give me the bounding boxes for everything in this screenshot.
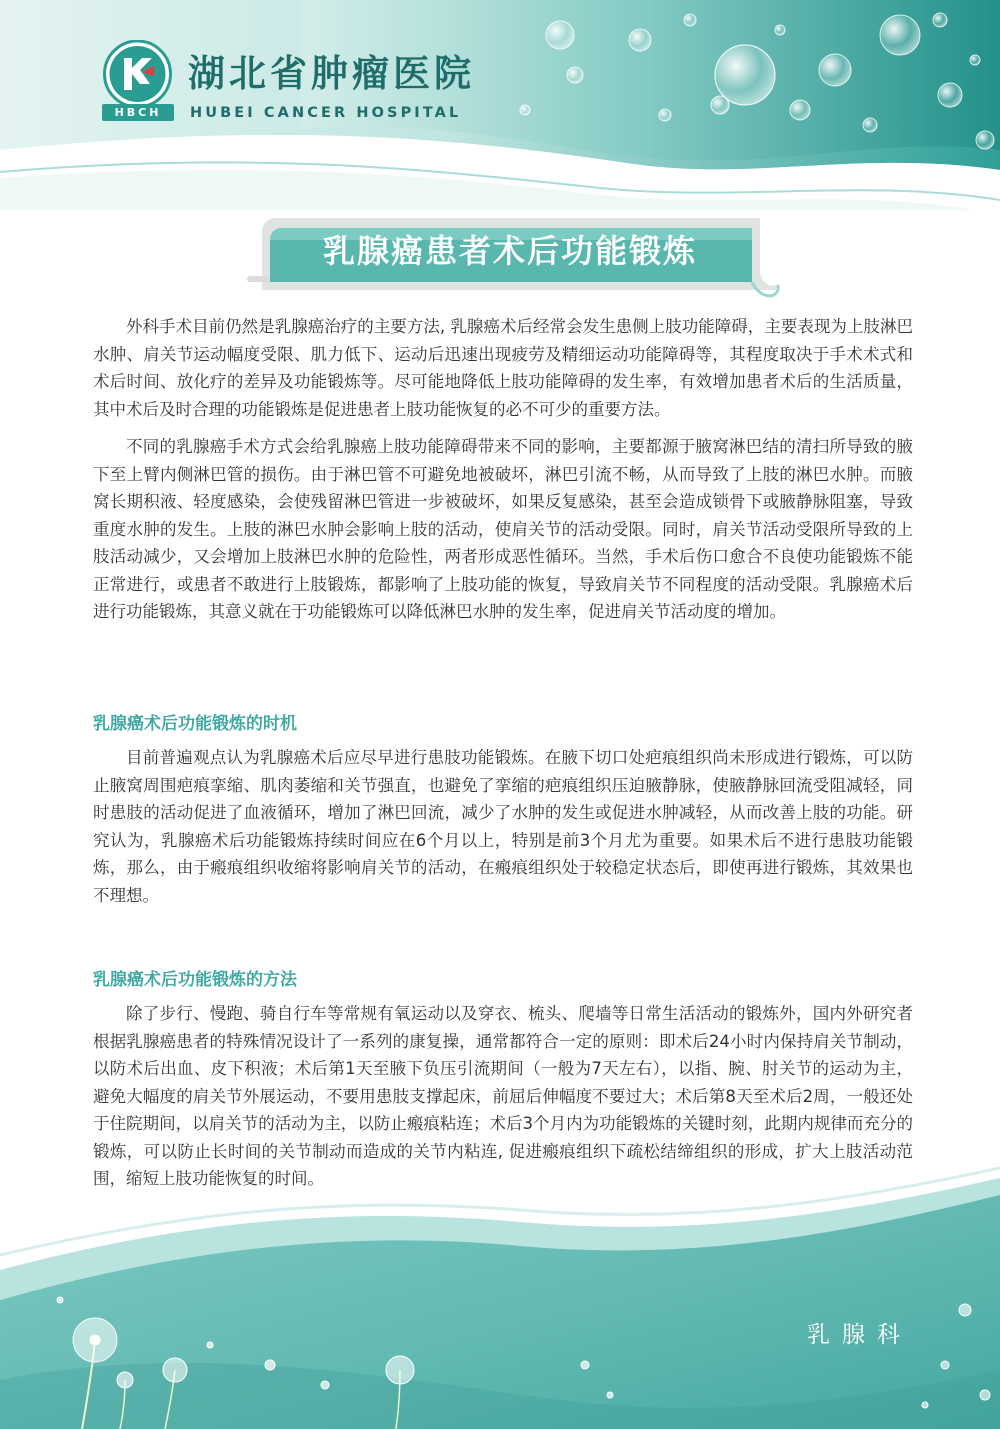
department-label: 乳腺科 [807, 1322, 912, 1348]
hospital-name-cn: 湖北省肿瘤医院 [188, 52, 475, 95]
section-heading-method: 乳腺癌术后功能锻炼的方法 [93, 970, 297, 990]
section-body-method [93, 1000, 913, 1203]
page-title: 乳腺癌患者术后功能锻炼 [322, 232, 697, 270]
intro-paragraph-1: 外科手术目前仍然是乳腺癌治疗的主要方法, 乳腺癌术后经常会发生患侧上肢功能障碍，主要表现为上肢淋巴水肿、肩关节运动幅度受限、肌力低下、运动后迅速出现疲劳及精细运动功能障碍等，其程度取决于手术术式和术后时间、放化疗的差异及功能锻炼等。尽可能地降低上肢功能障碍的发生率，有效增加患者术后的生活质量，其中术后及时合理的功能锻炼是促进患者上肢功能恢复的必不可少的重要方法。 [93, 317, 913, 419]
intro-section [93, 313, 913, 636]
section-paragraph-timing: 目前普遍观点认为乳腺癌术后应尽早进行患肢功能锻炼。在腋下切口处疤痕组织尚未形成进行锻炼，可以防止腋窝周围疤痕挛缩、肌肉萎缩和关节强直，也避免了挛缩的疤痕组织压迫腋静脉，使腋静脉回流受阻减轻，同时患肢的活动促进了血液循环，增加了淋巴回流，减少了水肿的发生或促进水肿减轻，从而改善上肢的功能。研究认为，乳腺癌术后功能锻炼持续时间应在6个月以上，特别是前3个月尤为重要。如果术后不进行患肢功能锻炼，那么，由于瘢痕组织收缩将影响肩关节的活动，在瘢痕组织处于较稳定状态后，即使再进行锻炼，其效果也不理想。 [93, 748, 913, 905]
section-heading-timing: 乳腺癌术后功能锻炼的时机 [93, 714, 297, 734]
section-body-timing [93, 744, 913, 919]
logo-abbreviation: HBCH [102, 104, 174, 121]
intro-paragraph-2: 不同的乳腺癌手术方式会给乳腺癌上肢功能障碍带来不同的影响，主要都源于腋窝淋巴结的清扫所导致的腋下至上臂内侧淋巴管的损伤。由于淋巴管不可避免地被破坏，淋巴引流不畅，从而导致了上肢的淋巴水肿。而腋窝长期积液、轻度感染，会使残留淋巴管进一步被破坏，如果反复感染，甚至会造成锁骨下或腋静脉阻塞，导致重度水肿的发生。上肢的淋巴水肿会影响上肢的活动，使肩关节的活动受限。同时，肩关节活动受限所导致的上肢活动减少，又会增加上肢淋巴水肿的危险性，两者形成恶性循环。当然，手术后伤口愈合不良使功能锻炼不能正常进行，或患者不敢进行上肢锻炼，都影响了上肢功能的恢复，导致肩关节不同程度的活动受限。乳腺癌术后进行功能锻炼，其意义就在于功能锻炼可以降低淋巴水肿的发生率，促进肩关节活动度的增加。 [93, 437, 913, 621]
section-paragraph-method: 除了步行、慢跑、骑自行车等常规有氧运动以及穿衣、梳头、爬墙等日常生活活动的锻炼外，国内外研究者根据乳腺癌患者的特殊情况设计了一系列的康复操，通常都符合一定的原则：即术后24小时内保持肩关节制动，以防术后出血、皮下积液；术后第1天至腋下负压引流期间（一般为7天左右），以指、腕、肘关节的运动为主，避免大幅度的肩关节外展运动，不要用患肢支撑起床，前屈后伸幅度不要过大；术后第8天至术后2周，一般还处于住院期间，以肩关节的活动为主，以防止瘢痕粘连；术后3个月内为功能锻炼的关键时刻，此期内规律而充分的锻炼，可以防止长时间的关节制动而造成的关节内粘连, 促进瘢痕组织下疏松结缔组织的形成，扩大上肢活动范围，缩短上肢功能恢复的时间。 [93, 1004, 913, 1188]
hospital-name-en: HUBEI CANCER HOSPITAL [190, 105, 462, 121]
